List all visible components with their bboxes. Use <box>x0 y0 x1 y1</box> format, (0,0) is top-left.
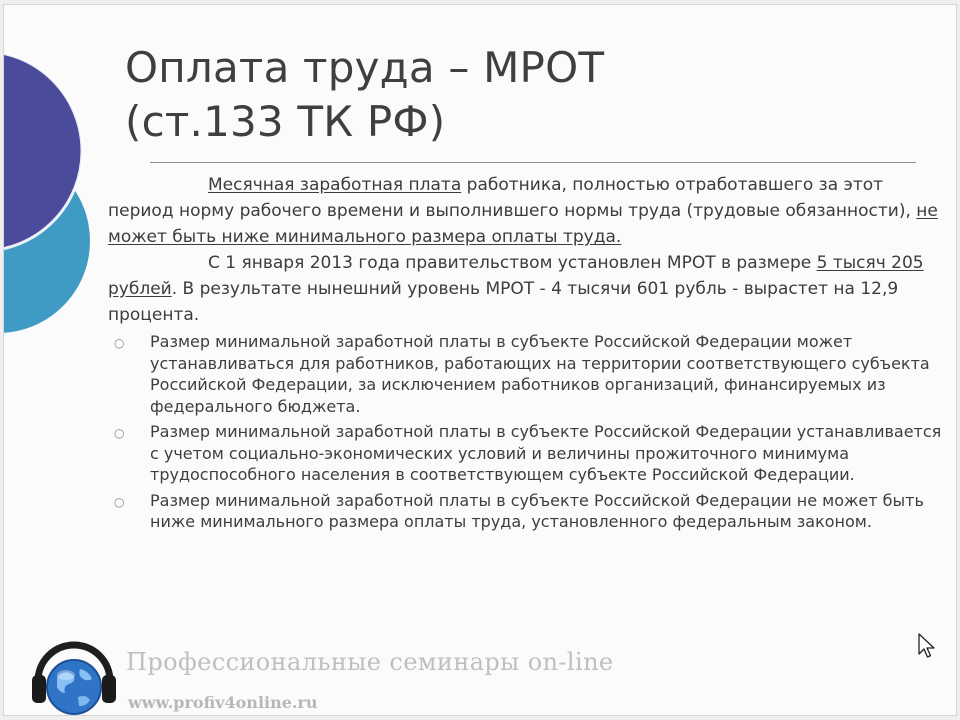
presentation-slide <box>3 4 957 716</box>
slide-body <box>108 172 954 537</box>
bullet-item <box>108 331 954 417</box>
bullet-text: Размер минимальной заработной платы в субъекте Российской Федерации не может быть ниже минимального размера оплаты труда, установленного федеральным законом. <box>150 490 924 531</box>
title-line-1: Оплата труда – МРОТ <box>125 43 605 92</box>
paragraph-text: . В результате нынешний уровень МРОТ - 4 тысячи 601 рубль - вырастет на 12,9 процента. <box>108 279 899 325</box>
bullet-circle-icon: ○ <box>114 426 125 440</box>
purple-circle-shape <box>4 51 82 251</box>
teal-circle-shape <box>4 149 90 333</box>
mouse-pointer-icon <box>918 633 936 661</box>
bullet-text: Размер минимальной заработной платы в субъекте Российской Федерации устанавливается с учетом социально-экономических условий и величины прожиточного минимума трудоспособного населения в соответствующем субъекте Российской Федерации. <box>150 422 942 484</box>
bullet-item <box>108 490 954 533</box>
bullet-list <box>108 331 954 533</box>
paragraph-monthly-wage <box>108 172 954 250</box>
globe-headphones-icon <box>24 623 124 716</box>
paragraph-mrot-2013 <box>108 250 954 328</box>
underlined-phrase: Месячная заработная плата <box>208 175 462 195</box>
slide-title <box>125 41 885 149</box>
bullet-circle-icon: ○ <box>114 336 125 350</box>
footer-title: Профессиональные семинары on-line <box>126 648 614 676</box>
underlined-amount: 5 тысяч 205 рублей <box>108 253 924 299</box>
bullet-text: Размер минимальной заработной платы в субъекте Российской Федерации может устанавливаться для работников, работающих на территории соответствующего субъекта Российской Федерации, за исключением работников организаций, финансируемых из федерального бюджета. <box>150 332 930 416</box>
title-divider <box>150 162 916 163</box>
footer-url-link[interactable]: www.profiv4online.ru <box>128 693 318 712</box>
bullet-circle-icon: ○ <box>114 494 125 509</box>
title-line-2: (ст.133 ТК РФ) <box>125 97 446 146</box>
purple-circle-highlight <box>4 51 82 251</box>
paragraph-text: работника, полностью отработавшего за этот период норму рабочего времени и выполнившего нормы труда (трудовые обязанности), <box>108 175 917 221</box>
paragraph-text: С 1 января 2013 года правительством установлен МРОТ в размере <box>208 253 817 273</box>
bullet-item <box>108 421 954 486</box>
underlined-phrase: не может быть ниже минимального размера оплаты труда. <box>108 201 938 247</box>
